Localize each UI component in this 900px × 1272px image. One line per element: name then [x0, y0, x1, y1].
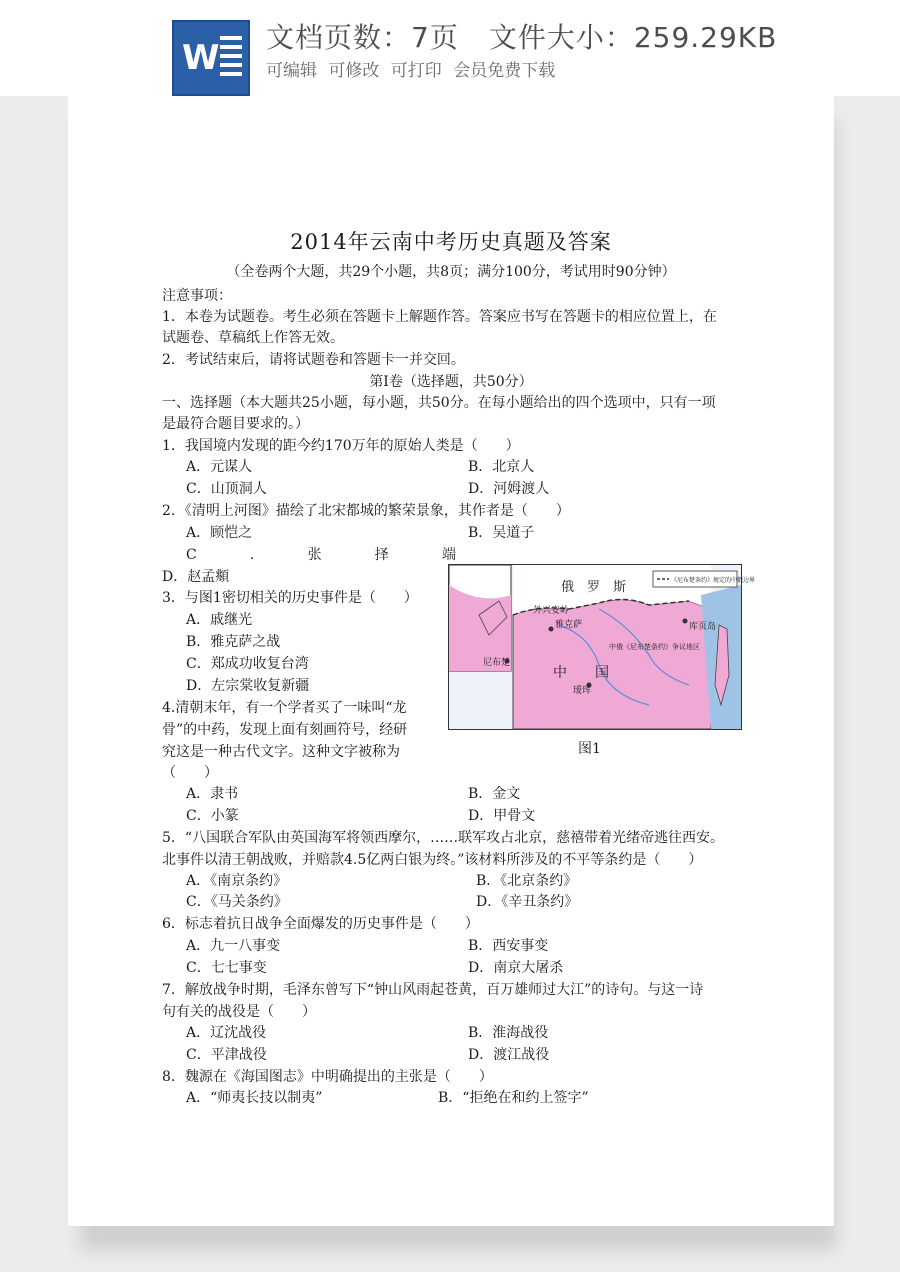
q4-option-b: B．金文 — [468, 786, 521, 802]
q5-option-d: D．《辛丑条约》 — [476, 894, 579, 910]
notice-1-line1: 1．本卷为试题卷。考生必须在答题卡上解题作答。答案应书写在答题卡的相应位置上，在 — [162, 309, 717, 325]
notice-2: 2．考试结束后，请将试题卷和答题卡一并交回。 — [162, 352, 465, 368]
question-4-line2: 骨”的中药，发现上面有刻画符号，经研 — [162, 722, 408, 738]
question-7-line2: 句有关的战役是（ ） — [162, 1004, 316, 1020]
figure-1-caption: 图1 — [578, 741, 601, 757]
map-label-russia: 俄 罗 斯 — [561, 580, 627, 595]
notice-1-line2: 试题卷、草稿纸上作答无效。 — [162, 330, 344, 346]
document-page — [68, 96, 834, 1226]
q6-option-b: B．西安事变 — [468, 938, 549, 954]
q4-option-a: A．隶书 — [186, 786, 239, 802]
map-label-aigun: 瑷珲 — [573, 686, 592, 696]
q1-option-c: C．山顶洞人 — [186, 481, 267, 497]
q3-option-d: D．左宗棠收复新疆 — [186, 678, 310, 694]
map-graphic — [449, 565, 756, 729]
q1-option-d: D．河姆渡人 — [468, 481, 550, 497]
map-label-albazin: 雅克萨 — [555, 620, 583, 630]
word-document-icon — [172, 20, 250, 96]
question-4-line4: （ ） — [162, 765, 218, 781]
notice-heading: 注意事项： — [162, 288, 232, 304]
file-size: 文件大小：259.29KB — [488, 21, 778, 54]
q7-option-a: A．辽沈战役 — [186, 1025, 267, 1041]
q6-option-a: A．九一八事变 — [186, 938, 281, 954]
q2-option-d: D．赵孟頫 — [162, 569, 230, 585]
q8-option-b: B．“拒绝在和约上签字” — [438, 1090, 589, 1106]
question-4-line3: 究这是一种古代文字。这种文字被称为 — [162, 744, 400, 760]
q7-option-b: B．淮海战役 — [468, 1025, 549, 1041]
question-5-line2: 北事件以清王朝战败，并赔款4.5亿两白银为终。”该材料所涉及的不平等条约是（ ） — [162, 852, 703, 868]
question-5-line1: 5．“八国联合军队由英国海军将领西摩尔，……联军攻占北京，慈禧带着光绪帝逃往西安。 — [162, 830, 725, 846]
section-1-line2: 是最符合题目要求的。） — [162, 416, 309, 432]
document-info-banner — [0, 0, 900, 96]
q7-option-c: C．平津战役 — [186, 1047, 267, 1063]
q3-option-a: A．戚继光 — [186, 612, 253, 628]
figure-1-map — [448, 564, 756, 730]
document-title: 2014年云南中考历史真题及答案 — [290, 230, 612, 254]
word-icon-letter: W — [182, 38, 220, 78]
q7-option-d: D．渡江战役 — [468, 1047, 550, 1063]
q3-option-c: C．郑成功收复台湾 — [186, 656, 309, 672]
q8-option-a: A．“师夷长技以制夷” — [186, 1090, 323, 1106]
question-6: 6．标志着抗日战争全面爆发的历史事件是（ ） — [162, 916, 479, 932]
page-count: 文档页数：7页 — [266, 21, 459, 54]
q2-option-b: B．吴道子 — [468, 525, 535, 541]
q4-option-c: C．小篆 — [186, 808, 239, 824]
q6-option-d: D．南京大屠杀 — [468, 960, 564, 976]
map-legend: 《尼布楚条约》规定的中俄边界 — [671, 577, 756, 584]
map-label-kuyedao: 库页岛 — [689, 622, 717, 632]
section-1-line1: 一、选择题（本大题共25小题，每小题，共50分。在每小题给出的四个选项中，只有一项 — [162, 395, 716, 411]
q2-option-c: C . 张 择 端 — [186, 547, 456, 563]
q5-option-a: A．《南京条约》 — [186, 873, 288, 889]
map-label-disputed: 中俄《尼布楚条约》争议地区 — [609, 643, 700, 651]
question-2: 2．《清明上河图》描绘了北宋都城的繁荣景象，其作者是（ ） — [162, 503, 570, 519]
exam-intro: （全卷两个大题，共29个小题，共8页；满分100分，考试用时90分钟） — [226, 264, 676, 280]
map-label-china: 中 国 — [553, 665, 609, 681]
question-8: 8．魏源在《海国图志》中明确提出的主张是（ ） — [162, 1069, 493, 1085]
question-1: 1．我国境内发现的距今约170万年的原始人类是（ ） — [162, 438, 520, 454]
part-1-heading: 第Ⅰ卷（选择题，共50分） — [369, 374, 533, 390]
q6-option-c: C．七七事变 — [186, 960, 267, 976]
map-label-mountains: 外兴安岭 — [533, 606, 570, 616]
q3-option-b: B．雅克萨之战 — [186, 634, 281, 650]
document-meta-subtitle: 可编辑 可修改 可打印 会员免费下载 — [266, 61, 556, 81]
q1-option-b: B．北京人 — [468, 459, 535, 475]
question-3: 3．与图1密切相关的历史事件是（ ） — [162, 590, 418, 606]
map-label-nerchinsk: 尼布楚 — [483, 658, 511, 668]
q1-option-a: A．元谋人 — [186, 459, 253, 475]
question-7-line1: 7．解放战争时期，毛泽东曾写下“钟山风雨起苍黄，百万雄师过大江”的诗句。与这一诗 — [162, 982, 704, 998]
question-4-line1: 4.清朝末年，有一个学者买了一味叫“龙 — [162, 700, 407, 716]
q2-option-a: A．顾恺之 — [186, 525, 253, 541]
q5-option-b: B．《北京条约》 — [476, 873, 578, 889]
q4-option-d: D．甲骨文 — [468, 808, 536, 824]
q5-option-c: C．《马关条约》 — [186, 894, 288, 910]
document-meta-title — [266, 16, 777, 56]
